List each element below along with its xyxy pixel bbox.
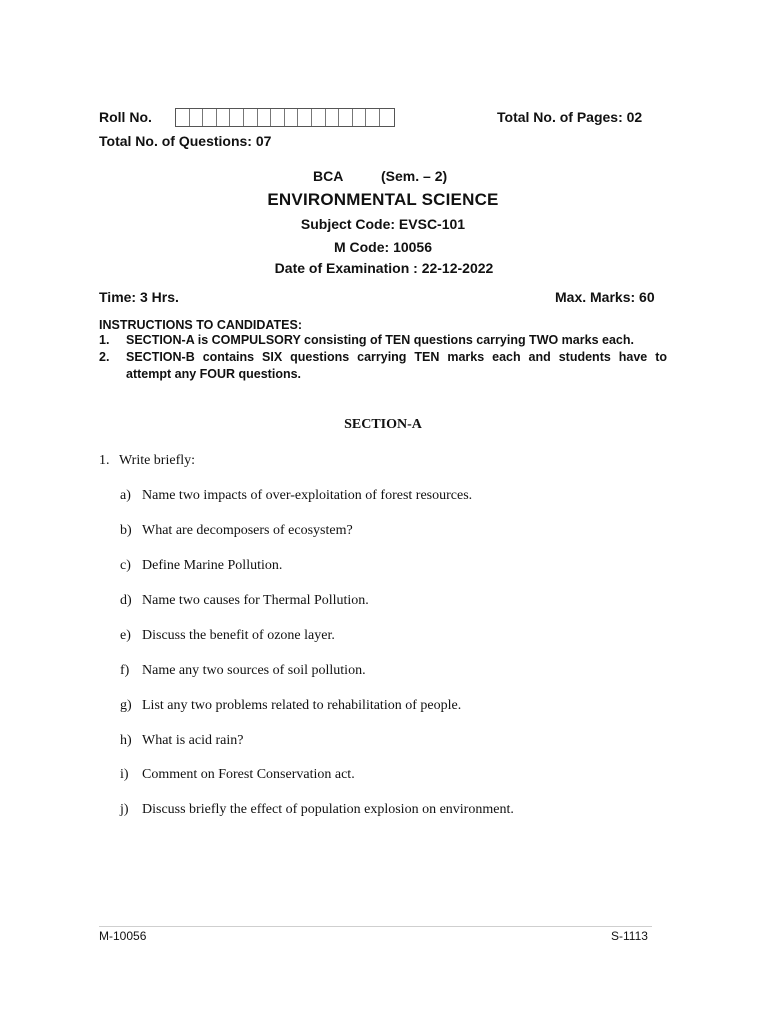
section-a-heading: SECTION-A — [344, 417, 422, 432]
exam-title: ENVIRONMENTAL SCIENCE — [267, 190, 499, 209]
roll-number-cell[interactable] — [176, 109, 190, 126]
footer-m-code: M-10056 — [99, 929, 147, 943]
subquestion-letter: e) — [120, 628, 131, 643]
footer-divider — [99, 926, 652, 927]
subquestion-text: Comment on Forest Conservation act. — [142, 767, 355, 782]
subquestion-text: What is acid rain? — [142, 733, 244, 748]
subquestion — [0, 488, 768, 506]
roll-number-cell[interactable] — [298, 109, 312, 126]
instruction-text-line: attempt any FOUR questions. — [126, 367, 302, 381]
roll-number-label: Roll No. — [99, 109, 152, 125]
total-pages: Total No. of Pages: 02 — [497, 109, 643, 125]
instruction-item — [0, 349, 768, 383]
instruction-item — [0, 332, 768, 349]
subquestion-text: Define Marine Pollution. — [142, 558, 283, 573]
subquestion — [0, 593, 768, 611]
subquestion-letter: h) — [120, 733, 132, 748]
roll-number-cell[interactable] — [380, 109, 394, 126]
total-questions: Total No. of Questions: 07 — [99, 133, 272, 149]
roll-number-cell[interactable] — [353, 109, 367, 126]
instruction-number: 2. — [99, 350, 110, 364]
subquestion-text: What are decomposers of ecosystem? — [142, 523, 353, 538]
instruction-number: 1. — [99, 333, 110, 347]
roll-number-cell[interactable] — [258, 109, 272, 126]
subquestion-text: Name two impacts of over-exploitation of forest resources. — [142, 488, 473, 503]
roll-number-boxes[interactable] — [175, 108, 395, 127]
roll-number-cell[interactable] — [217, 109, 231, 126]
subquestion-letter: c) — [120, 558, 131, 573]
subquestion — [0, 523, 768, 541]
subquestion — [0, 628, 768, 646]
subject-code: Subject Code: EVSC-101 — [300, 216, 466, 232]
subquestion — [0, 767, 768, 785]
roll-number-cell[interactable] — [203, 109, 217, 126]
subquestion — [0, 802, 768, 820]
subquestion-text: Name any two sources of soil pollution. — [142, 663, 366, 678]
m-code: M Code: 10056 — [333, 239, 433, 255]
instruction-text: SECTION-A is COMPULSORY consisting of TEN questions carrying TWO marks each. — [126, 333, 634, 347]
roll-number-cell[interactable] — [339, 109, 353, 126]
footer-s-code: S-1113 — [611, 929, 648, 943]
roll-number-cell[interactable] — [244, 109, 258, 126]
subquestion-letter: j) — [120, 802, 129, 817]
subquestion-letter: g) — [120, 698, 132, 713]
exam-date: Date of Examination : 22-12-2022 — [274, 260, 494, 276]
roll-number-cell[interactable] — [312, 109, 326, 126]
roll-number-cell[interactable] — [366, 109, 380, 126]
subquestion — [0, 663, 768, 681]
subquestion-text: Discuss briefly the effect of population explosion on environment. — [142, 802, 514, 817]
roll-number-cell[interactable] — [230, 109, 244, 126]
course-name: BCA — [313, 168, 344, 184]
question-number: 1. — [99, 453, 110, 468]
subquestion — [0, 558, 768, 576]
roll-number-cell[interactable] — [285, 109, 299, 126]
subquestion — [0, 698, 768, 716]
subquestion-letter: i) — [120, 767, 129, 782]
max-marks: Max. Marks: 60 — [555, 289, 655, 305]
question-text: Write briefly: — [119, 453, 196, 468]
subquestion-text: Discuss the benefit of ozone layer. — [142, 628, 335, 643]
subquestion-text: List any two problems related to rehabilitation of people. — [142, 698, 462, 713]
instruction-text-line: SECTION-B contains SIX questions carrying TEN marks each and students have to — [126, 350, 667, 364]
subquestion-text: Name two causes for Thermal Pollution. — [142, 593, 369, 608]
instructions-heading: INSTRUCTIONS TO CANDIDATES: — [99, 318, 303, 332]
exam-time: Time: 3 Hrs. — [99, 289, 179, 305]
subquestion-letter: a) — [120, 488, 131, 503]
roll-number-cell[interactable] — [271, 109, 285, 126]
subquestion-letter: d) — [120, 593, 132, 608]
subquestion-letter: f) — [120, 663, 130, 678]
roll-number-cell[interactable] — [190, 109, 204, 126]
subquestion-letter: b) — [120, 523, 132, 538]
semester: (Sem. – 2) — [381, 168, 448, 184]
roll-number-cell[interactable] — [326, 109, 340, 126]
subquestion — [0, 733, 768, 751]
